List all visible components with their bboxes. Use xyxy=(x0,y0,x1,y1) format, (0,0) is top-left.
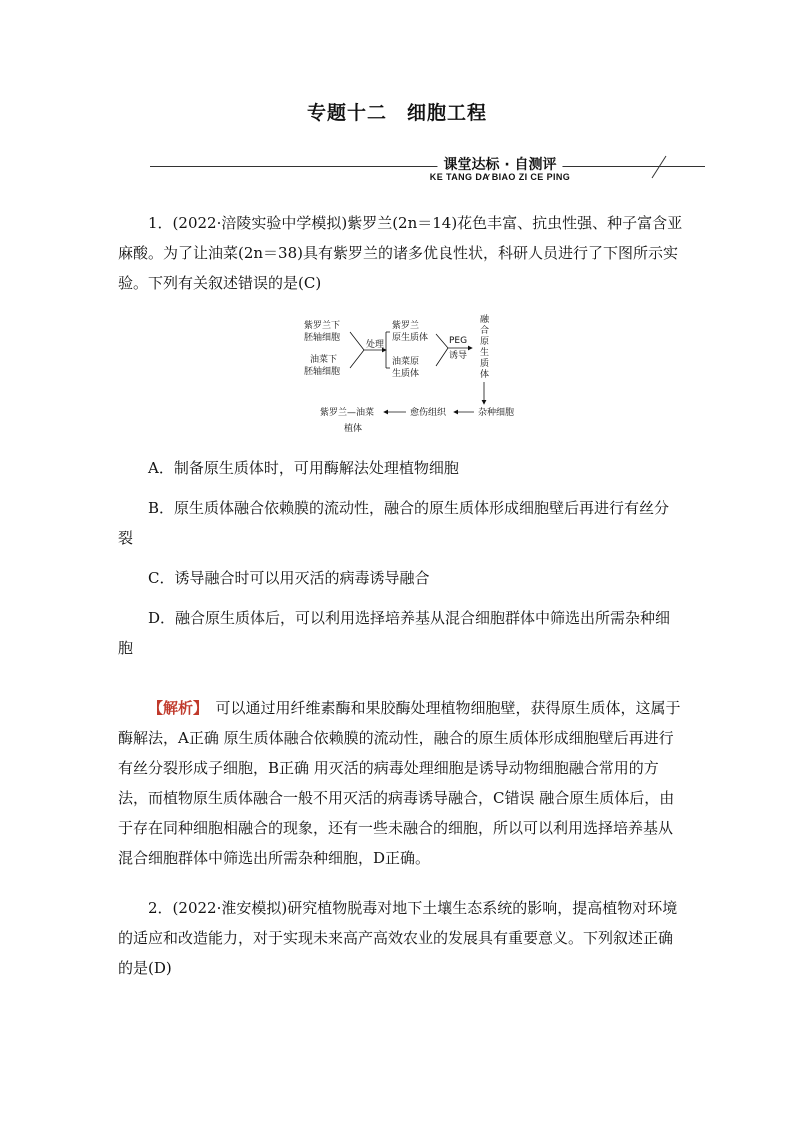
option-c: C．诱导融合时可以用灭活的病毒诱导融合 xyxy=(148,569,430,587)
page-title: 专题十二 细胞工程 xyxy=(306,102,487,124)
banner-rule xyxy=(150,166,705,167)
cell-rape-label-2: 胚轴细胞 xyxy=(304,367,341,377)
fused-char-2: 合 xyxy=(480,326,490,336)
hybrid-cell-label: 杂种细胞 xyxy=(478,408,515,418)
peg-label: PEG xyxy=(449,336,468,346)
banner-title: 课堂达标 · 自测评 xyxy=(437,154,562,174)
process-label: 处理 xyxy=(366,340,385,350)
proto-rape-label-1: 油菜原 xyxy=(392,357,420,367)
cell-rape-label-1: 油菜下 xyxy=(310,355,338,365)
question-1-stem xyxy=(118,208,683,298)
proto-violet-label-1: 紫罗兰 xyxy=(392,321,420,331)
fused-char-1: 融 xyxy=(480,315,490,325)
option-a: A．制备原生质体时，可用酶解法处理植物细胞 xyxy=(148,459,459,477)
proto-rape-label-2: 生质体 xyxy=(392,369,420,379)
option-b: B．原生质体融合依赖膜的流动性，融合的原生质体形成细胞壁后再进行有丝分裂 xyxy=(118,499,670,547)
merge-line-top xyxy=(350,332,364,350)
proto-violet-label-2: 原生质体 xyxy=(392,333,429,343)
option-d: D．融合原生质体后，可以利用选择培养基从混合细胞群体中筛选出所需杂种细胞 xyxy=(118,609,671,657)
question-1-options xyxy=(118,453,683,663)
banner-subtitle: KE TANG DA BIAO ZI CE PING xyxy=(429,172,571,182)
analysis-text: 可以通过用纤维素酶和果胶酶处理植物细胞壁，获得原生质体，这属于酶解法，A正确 原生质体融合依赖膜的流动性，融合的原生质体形成细胞壁后再进行有丝分裂形成子细胞，B正确 用灭活的病毒处理细胞是诱导动物细胞融合常用的方法，而植物原生质体融合一般不用灭活的病毒诱导融合，C错误 融合原生质体后，由于存在同种细胞相融合的现象，还有一些未融合的细胞，所以可以利用选择培养基从混合细胞群体中筛选出所需杂种细胞，D正确。 xyxy=(118,699,681,867)
callus-label: 愈伤组织 xyxy=(410,408,447,418)
fused-char-3: 原 xyxy=(480,337,490,347)
cell-violet-label-2: 胚轴细胞 xyxy=(304,333,341,343)
induce-label: 诱导 xyxy=(449,351,468,361)
hybrid-plant-label-1: 紫罗兰—油菜 xyxy=(320,408,375,418)
question-1-text: 1．(2022·涪陵实验中学模拟)紫罗兰(2n＝14)花色丰富、抗虫性强、种子富含亚麻酸。为了让油菜(2n＝38)具有紫罗兰的诸多优良性状，科研人员进行了下图所示实验。下列有关叙述错误的是(C) xyxy=(118,214,683,292)
fused-char-5: 质 xyxy=(480,359,490,369)
fuse-line-top xyxy=(436,334,448,348)
question-2-text: 2．(2022·淮安模拟)研究植物脱毒对地下土壤生态系统的影响，提高植物对环境的适应和改造能力，对于实现未来高产高效农业的发展具有重要意义。下列叙述正确的是(D) xyxy=(118,899,678,977)
question-1-analysis xyxy=(118,693,683,873)
banner-right-slash xyxy=(650,154,670,180)
fusion-diagram-svg xyxy=(298,312,534,436)
fusion-diagram xyxy=(298,312,534,436)
fused-char-6: 体 xyxy=(480,370,490,380)
section-banner xyxy=(150,150,705,186)
fused-char-4: 生 xyxy=(480,348,490,358)
fuse-line-bottom xyxy=(436,348,448,366)
merge-line-bottom xyxy=(350,350,364,368)
cell-violet-label-1: 紫罗兰下 xyxy=(304,321,341,331)
analysis-tag: 【解析】 xyxy=(148,699,201,717)
hybrid-plant-label-2: 植体 xyxy=(344,424,363,434)
question-2-stem xyxy=(118,893,683,983)
